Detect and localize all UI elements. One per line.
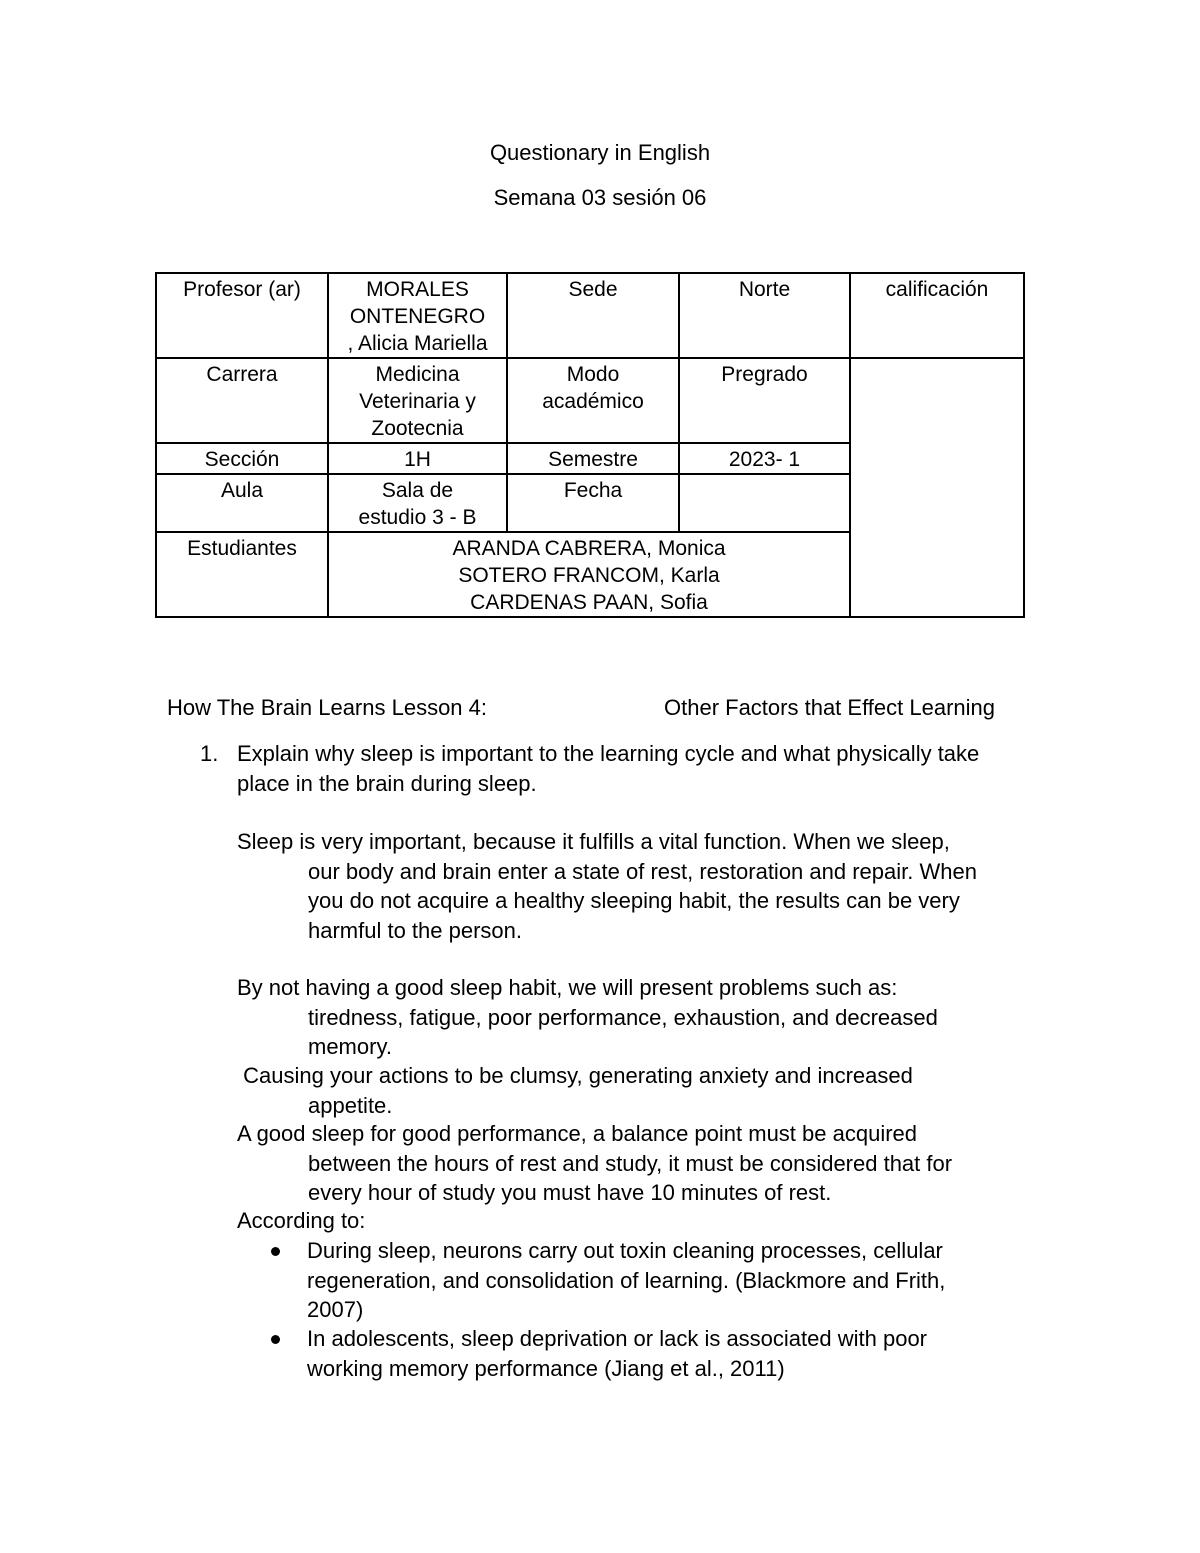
carrera-value	[328, 358, 507, 443]
lesson-topic: Other Factors that Effect Learning	[664, 695, 995, 720]
calificacion-value	[850, 358, 1024, 617]
paragraph-line: By not having a good sleep habit, we will present problems such as:	[237, 975, 898, 1000]
paragraph-line: you do not acquire a healthy sleeping habit, the results can be very	[308, 888, 960, 913]
paragraph-line: A good sleep for good performance, a balance point must be acquired	[237, 1121, 918, 1146]
answer-paragraph	[237, 827, 1037, 945]
aula-line: Sala de	[381, 479, 454, 502]
sede-label: Sede	[507, 273, 679, 358]
list-item-line: 2007)	[307, 1297, 364, 1322]
seccion-value: 1H	[328, 443, 507, 474]
seccion-label: Sección	[156, 443, 328, 474]
profesor-label: Profesor (ar)	[156, 273, 328, 358]
paragraph-line: Sleep is very important, because it fulfills a vital function. When we sleep,	[237, 829, 950, 854]
estudiantes-value	[328, 532, 850, 617]
list-item-line: regeneration, and consolidation of learning. (Blackmore and Frith,	[307, 1267, 946, 1293]
answer-paragraph	[237, 1119, 1037, 1208]
student-name: ARANDA CABRERA, Monica	[452, 537, 726, 560]
list-item-line: In adolescents, sleep deprivation or lack is associated with poor	[307, 1326, 928, 1351]
aula-label: Aula	[156, 474, 328, 532]
list-item	[307, 1324, 1027, 1383]
answer-paragraph	[237, 1061, 1037, 1120]
lesson-heading: How The Brain Learns Lesson 4:	[167, 695, 487, 720]
semestre-value: 2023- 1	[679, 443, 850, 474]
carrera-line: Zootecnia	[371, 417, 464, 440]
carrera-label: Carrera	[156, 358, 328, 443]
profesor-value	[328, 273, 507, 358]
profesor-line: , Alicia Mariella	[347, 332, 488, 355]
modo-label	[507, 358, 679, 443]
semestre-label: Semestre	[507, 443, 679, 474]
answer-paragraph	[237, 973, 1037, 1062]
modo-line: académico	[542, 390, 644, 413]
bullet-icon	[271, 1247, 280, 1256]
question-line: Explain why sleep is important to the learning cycle and what physically take	[237, 741, 980, 766]
bullet-icon	[271, 1335, 280, 1344]
paragraph-line: between the hours of rest and study, it must be considered that for	[308, 1150, 953, 1176]
estudiantes-label: Estudiantes	[156, 532, 328, 617]
question-number: 1.	[200, 741, 219, 766]
list-item-line: During sleep, neurons carry out toxin cleaning processes, cellular	[307, 1238, 943, 1263]
according-label: According to:	[237, 1208, 366, 1233]
student-name: CARDENAS PAAN, Sofia	[470, 591, 708, 614]
carrera-line: Medicina	[375, 363, 460, 386]
student-name: SOTERO FRANCOM, Karla	[458, 564, 720, 587]
profesor-line: MORALES	[366, 278, 469, 301]
document-subtitle: Semana 03 sesión 06	[493, 185, 707, 210]
calificacion-label: calificación	[850, 273, 1024, 358]
modo-value: Pregrado	[679, 358, 850, 443]
profesor-line: ONTENEGRO	[349, 305, 486, 328]
paragraph-line: memory.	[308, 1034, 392, 1059]
fecha-label: Fecha	[507, 474, 679, 532]
fecha-value	[679, 474, 850, 532]
question-text	[237, 739, 1037, 798]
question-line: place in the brain during sleep.	[237, 770, 537, 796]
paragraph-line: every hour of study you must have 10 minutes of rest.	[308, 1180, 832, 1205]
paragraph-line: our body and brain enter a state of rest, restoration and repair. When	[308, 858, 977, 884]
aula-line: estudio 3 - B	[358, 506, 477, 529]
paragraph-line: tiredness, fatigue, poor performance, exhaustion, and decreased	[308, 1004, 938, 1030]
document-title: Questionary in English	[489, 140, 711, 165]
paragraph-line: harmful to the person.	[308, 917, 523, 943]
info-table	[155, 272, 1025, 618]
modo-line: Modo	[566, 363, 620, 386]
list-item	[307, 1236, 1027, 1325]
list-item-line: working memory performance (Jiang et al., 2011)	[307, 1355, 785, 1381]
paragraph-line: appetite.	[308, 1092, 393, 1118]
sede-value: Norte	[679, 273, 850, 358]
aula-value	[328, 474, 507, 532]
carrera-line: Veterinaria y	[359, 390, 476, 413]
paragraph-line: Causing your actions to be clumsy, generating anxiety and increased	[237, 1063, 913, 1088]
